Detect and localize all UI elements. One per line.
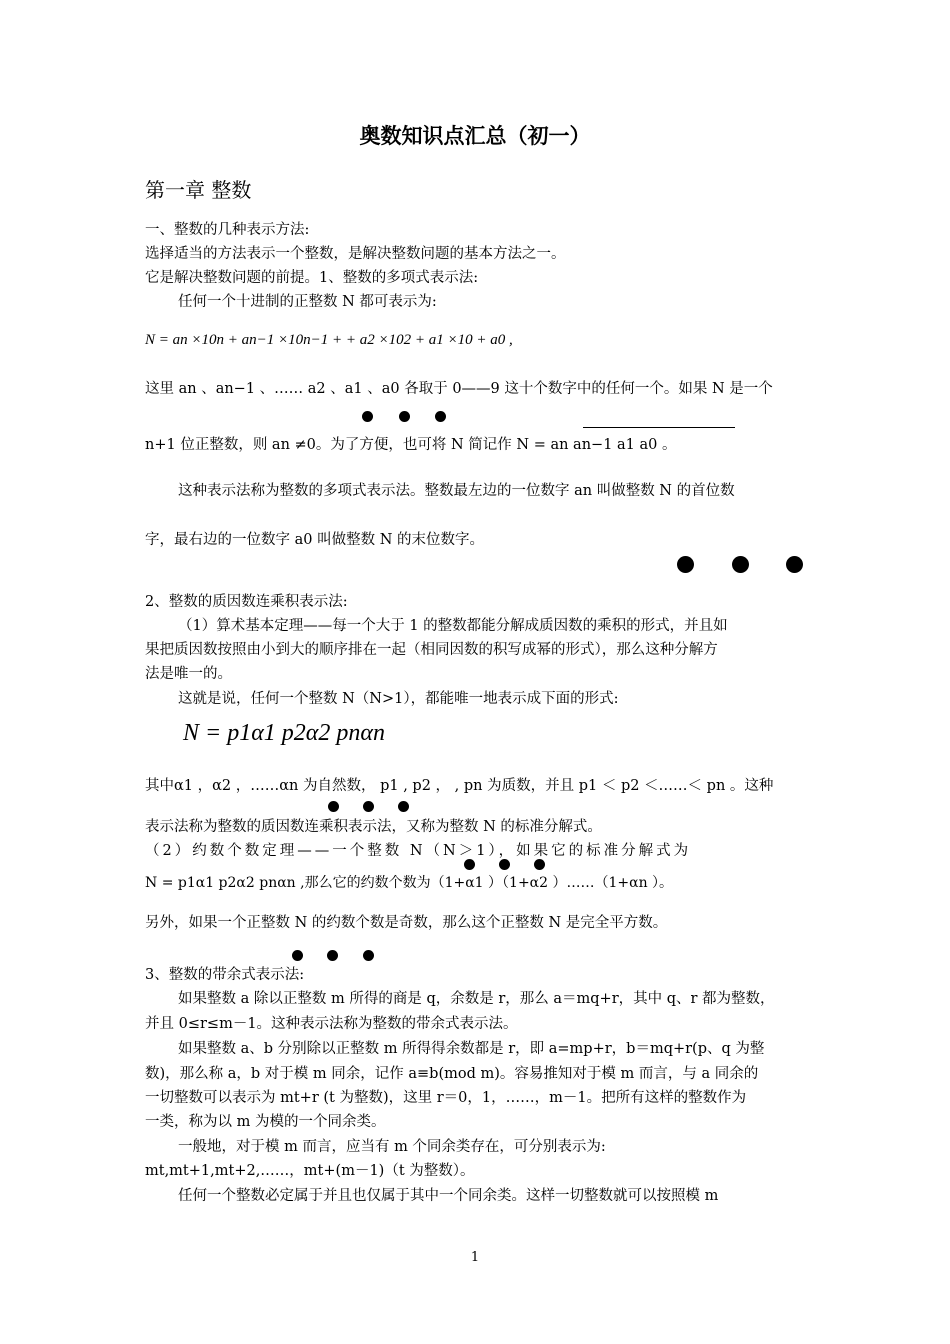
s1-paragraph-6: 这种表示法称为整数的多项式表示法。整数最左边的一位数字 an 叫做整数 N 的首位数 <box>178 483 735 499</box>
s3-paragraph-1: 如果整数 a 除以正整数 m 所得的商是 q，余数是 r，那么 a＝mq+r，其中 q、r 都为整数， <box>178 991 775 1007</box>
s3-paragraph-4: 数)，那么称 a，b 对于模 m 同余，记作 a≡b(mod m)。容易推知对于模 m 而言，与 a 同余的 <box>145 1066 759 1082</box>
emphasis-dot <box>398 801 409 812</box>
s3-paragraph-2: 并且 0≤r≤m－1。这种表示法称为整数的带余式表示法。 <box>145 1016 518 1032</box>
emphasis-dot <box>362 411 373 422</box>
section1-heading: 一、整数的几种表示方法: <box>145 222 310 238</box>
section2-heading: 2、整数的质因数连乘积表示法: <box>145 594 348 610</box>
s2-paragraph-7: （2）约数个数定理——一个整数 N（N＞1），如果它的标准分解式为 <box>145 843 692 859</box>
s3-paragraph-3: 如果整数 a、b 分别除以正整数 m 所得得余数都是 r，即 a=mp+r，b＝mq+r(p、q 为整 <box>178 1041 765 1057</box>
emphasis-dot <box>732 556 749 573</box>
emphasis-dot <box>363 950 374 961</box>
s2-paragraph-9: 另外，如果一个正整数 N 的约数个数是奇数，那么这个正整数 N 是完全平方数。 <box>145 915 668 931</box>
emphasis-dot <box>677 556 694 573</box>
s3-paragraph-9: 任何一个整数必定属于并且也仅属于其中一个同余类。这样一切整数就可以按照模 m <box>178 1188 719 1204</box>
s2-paragraph-4: 这就是说，任何一个整数 N（N>1），都能唯一地表示成下面的形式: <box>178 691 619 707</box>
s2-paragraph-3: 法是唯一的。 <box>145 666 232 682</box>
emphasis-dot <box>327 950 338 961</box>
formula-polynomial: N = an ×10n + an−1 ×10n−1 + + a2 ×102 + a1 ×10 + a0 , <box>145 332 513 348</box>
emphasis-dot <box>363 801 374 812</box>
s2-paragraph-8: N = p1α1 p2α2 pnαn ,那么它的约数个数为（1+α1 ）（1+α2 ）……（1+αn ）。 <box>145 875 674 891</box>
s3-paragraph-8: mt,mt+1,mt+2,……，mt+(m－1)（t 为整数）。 <box>145 1163 475 1179</box>
s2-paragraph-2: 果把质因数按照由小到大的顺序排在一起（相同因数的积写成幂的形式），那么这种分解方 <box>145 642 718 658</box>
emphasis-dot <box>499 859 510 870</box>
s1-paragraph-7: 字，最右边的一位数字 a0 叫做整数 N 的末位数字。 <box>145 532 484 548</box>
s3-paragraph-5: 一切整数可以表示为 mt+r (t 为整数)，这里 r＝0，1，……，m－1。把所有这样的整数作为 <box>145 1090 747 1106</box>
emphasis-dot <box>534 859 545 870</box>
page-number: 1 <box>470 1250 480 1265</box>
s1-paragraph-3: 任何一个十进制的正整数 N 都可表示为: <box>178 294 437 310</box>
emphasis-dot <box>464 859 475 870</box>
digit-overline <box>583 427 735 428</box>
section3-heading: 3、整数的带余式表示法: <box>145 967 305 983</box>
s2-paragraph-5: 其中α1 ，α2 ，……αn 为自然数， p1 , p2 ， , pn 为质数，并且 p1 ＜ p2 ＜……＜ pn 。这种 <box>145 778 774 794</box>
s3-paragraph-6: 一类，称为以 m 为模的一个同余类。 <box>145 1114 386 1130</box>
emphasis-dot <box>328 801 339 812</box>
emphasis-dot <box>399 411 410 422</box>
s2-paragraph-1: （1）算术基本定理——每一个大于 1 的整数都能分解成质因数的乘积的形式，并且如 <box>178 618 728 634</box>
s1-paragraph-1: 选择适当的方法表示一个整数，是解决整数问题的基本方法之一。 <box>145 246 566 262</box>
chapter-heading: 第一章 整数 <box>145 178 252 202</box>
formula-prime-factorization: N = p1α1 p2α2 pnαn <box>183 720 385 746</box>
s1-paragraph-4: 这里 an 、an−1 、…… a2 、a1 、a0 各取于 0——9 这十个数字中的任何一个。如果 N 是一个 <box>145 381 773 397</box>
emphasis-dot <box>292 950 303 961</box>
document-title: 奥数知识点汇总（初一） <box>359 124 591 148</box>
s1-paragraph-2: 它是解决整数问题的前提。1、整数的多项式表示法: <box>145 270 479 286</box>
s1-paragraph-5: n+1 位正整数，则 an ≠0。为了方便，也可将 N 简记作 N = an an−1 a1 a0 。 <box>145 437 677 453</box>
emphasis-dot <box>786 556 803 573</box>
emphasis-dot <box>435 411 446 422</box>
s2-paragraph-6: 表示法称为整数的质因数连乘积表示法，又称为整数 N 的标准分解式。 <box>145 819 602 835</box>
s3-paragraph-7: 一般地，对于模 m 而言，应当有 m 个同余类存在，可分别表示为: <box>178 1139 606 1155</box>
